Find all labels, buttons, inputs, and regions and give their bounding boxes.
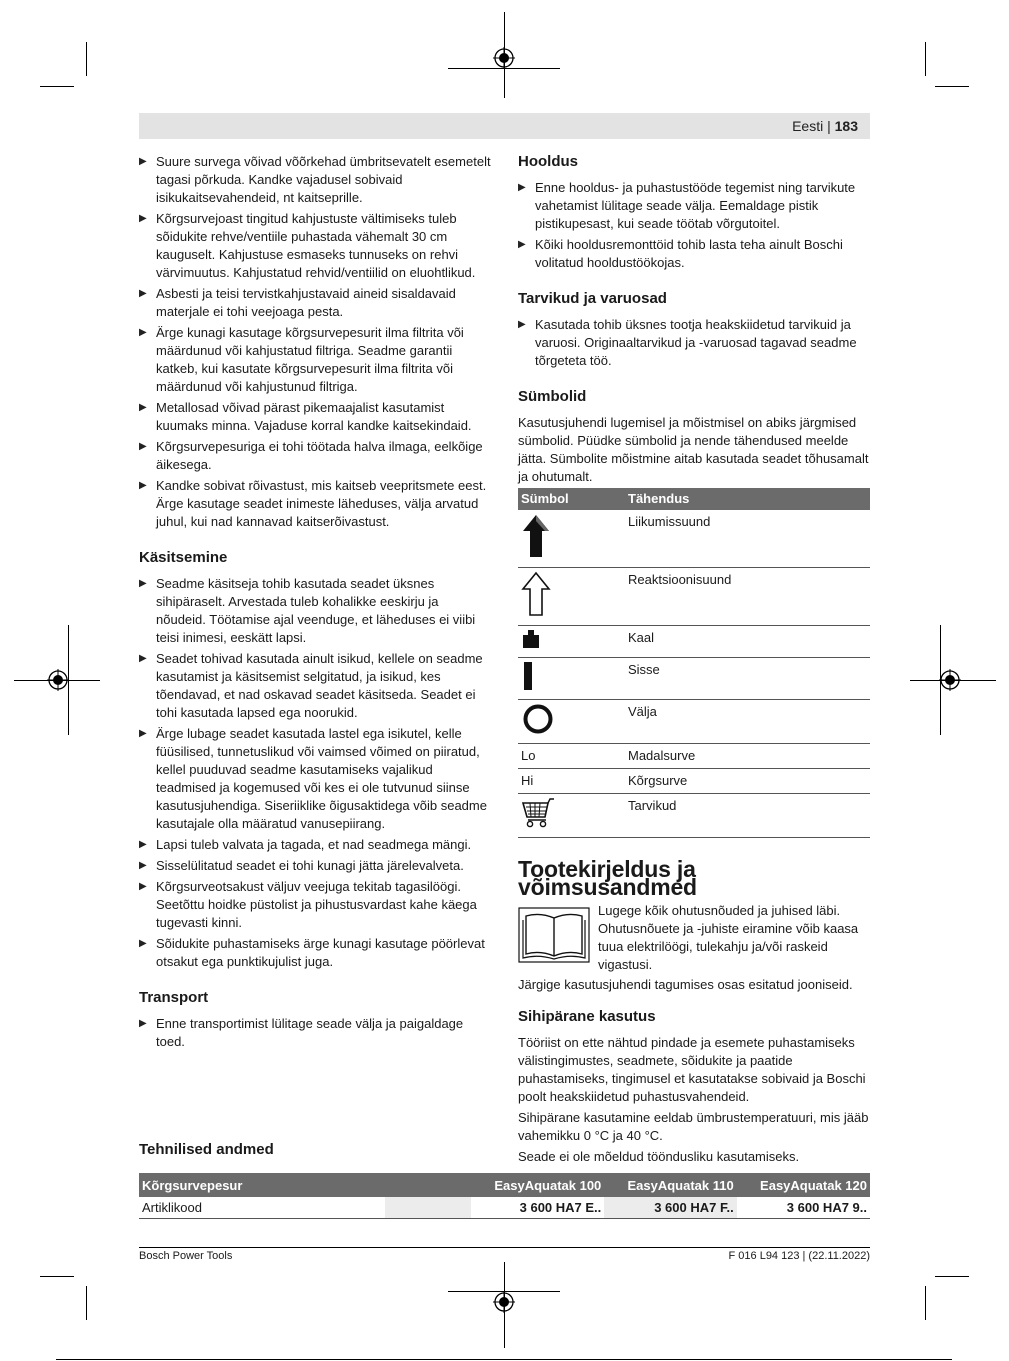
symbol-meaning: Kaal (625, 626, 870, 658)
tech-cell: 3 600 HA7 9.. (737, 1197, 870, 1219)
safety-list (139, 153, 491, 531)
crop-mark (40, 1276, 74, 1277)
list-item: ▶ Seadet tohivad kasutada ainult isikud, kellele on seadme kasutamist ja käsitsemist selgitatud, ja isikud, kes tõendavad, et nad oskavad seadet käsitseda. Seadet ei tohi kasutada lapsed ega noorukid. (139, 650, 491, 722)
page-number: 183 (834, 118, 858, 134)
tech-header-label: Kõrgsurvepesur (139, 1173, 385, 1197)
table-row (518, 794, 870, 838)
symbol-meaning: Kõrgsurve (625, 769, 870, 794)
table-row (518, 510, 870, 568)
tech-header-spacer (385, 1173, 471, 1197)
footer-doc-code: F 016 L94 123 | (22.11.2022) (728, 1250, 870, 1262)
header-language: Eesti (792, 118, 824, 134)
crop-mark (86, 1286, 87, 1320)
header-label: Eesti | 183 (792, 118, 858, 134)
table-row (518, 658, 870, 700)
crop-mark (935, 1276, 969, 1277)
footer-brand: Bosch Power Tools (139, 1250, 233, 1262)
transport-heading: Transport (139, 989, 209, 1006)
intended-use-paragraph: Seade ei ole mõeldud tööndusliku kasutamiseks. (518, 1149, 800, 1164)
list-item: ▶ Sõidukite puhastamiseks ärge kunagi kasutage pöörlevat otsakut ega punktikujulist juga. (139, 935, 491, 971)
handling-heading: Käsitsemine (139, 549, 228, 566)
intended-use-paragraph: Sihipärane kasutamine eeldab ümbrustemperatuuri, mis jääb vahemikku 0 °C ja 40 °C. (518, 1110, 869, 1143)
list-item: ▶ Kõrgsurvejoast tingitud kahjustuste vältimiseks tuleb sõidukite rehve/ventiile puhastada vähemalt 30 cm kauguselt. Kahjustuse esmaseks tunnuseks on rehvi värvimuutus. Kahjustatud rehvid/ventiilid on eluohtlikud. (139, 210, 491, 282)
symbols-intro: Kasutusjuhendi lugemisel ja mõistmisel on abiks järgmised sümbolid. Püüdke sümbolid ja nende tähendused meelde jätta. Sümbolite mõistmine aitab kasutada seadet tõhusamalt ja ohutumalt. (518, 415, 869, 484)
read-manual-icon (518, 906, 590, 964)
accessories-heading: Tarvikud ja varuosad (518, 290, 667, 307)
crop-mark (56, 1359, 952, 1360)
transport-list (139, 1015, 491, 1051)
list-item: ▶ Asbesti ja teisi tervistkahjustavaid aineid sisaldavaid materjale ei tohi veejoaga pesta. (139, 285, 491, 321)
crop-mark (40, 86, 74, 87)
page-header (139, 113, 870, 139)
table-row (139, 1197, 870, 1219)
table-row (518, 700, 870, 744)
tech-table (139, 1173, 870, 1219)
symbol-meaning: Liikumissuund (625, 510, 870, 568)
list-item: ▶ Kõrgsurvepesuriga ei tohi töötada halva ilmaga, eelkõige äikesega. (139, 438, 491, 474)
symbol-meaning: Reaktsioonisuund (625, 568, 870, 626)
product-heading: Tootekirjeldus ja võimsusandmed (518, 856, 697, 900)
warning-block (518, 902, 870, 974)
list-item: ▶ Metallosad võivad pärast pikemaajalist kasutamist kuumaks minna. Vajaduse korral kandke kaitsekindaid. (139, 399, 491, 435)
table-row (518, 769, 870, 794)
list-item: ▶ Kõiki hooldusremonttöid tohib lasta teha ainult Boschi volitatud hooldustöökojas. (518, 236, 870, 272)
symbols-heading: Sümbolid (518, 388, 587, 405)
list-item: ▶ Kõrgsurveotsakust väljuv veejuga tekitab tagasilöögi. Seetõttu hoidke püstolist ja pihustusvardast kahe käega tugevasti kinni. (139, 878, 491, 932)
crop-mark (925, 42, 926, 76)
on-bar-icon (521, 661, 535, 691)
list-item: ▶ Enne transportimist lülitage seade välja ja paigaldage toed. (139, 1015, 491, 1051)
tech-cell: 3 600 HA7 E.. (471, 1197, 604, 1219)
tech-header-model: EasyAquatak 100 (471, 1173, 604, 1197)
warning-text: Lugege kõik ohutusnõuded ja juhised läbi. Ohutusnõuete ja -juhiste eiramine võib kaasa tuua elektrilöögi, tulekahju ja/või raskeid vigastusi. (598, 903, 859, 972)
footer-divider (139, 1247, 870, 1248)
right-column (518, 153, 870, 1166)
list-item: ▶ Ärge lubage seadet kasutada lastel ega isikutel, kelle füüsilised, tunnetuslikud või vaimsed võimed on piiratud, kellel puuduvad seadme kasutamiseks vajalikud teadmised ja kogemused või kes ei ole tutvunud siinse kasutusjuhendiga. Siseriiklike õigusaktidega võib seadme kasutajale olla määratud vanusepiirang. (139, 725, 491, 833)
tech-row-spacer (385, 1197, 471, 1219)
intended-use-paragraph: Tööriist on ette nähtud pindade ja esemete puhastamiseks välistingimustes, seadmete, sõidukite ja paatide puhastamiseks, tingimusel et kasutatakse sobivaid ja Boschi poolt heakskiidetud puhastusvahendeid. (518, 1035, 866, 1104)
symbol-meaning: Välja (625, 700, 870, 744)
tech-cell: 3 600 HA7 F.. (604, 1197, 736, 1219)
outline-arrow-icon (521, 571, 551, 617)
maintenance-list (518, 179, 870, 272)
symbol-meaning: Sisse (625, 658, 870, 700)
maintenance-heading: Hooldus (518, 153, 578, 170)
symbol-column-header: Sümbol (518, 488, 625, 510)
handling-list (139, 575, 491, 971)
crop-mark (935, 86, 969, 87)
table-header-row (139, 1173, 870, 1197)
tech-header-model: EasyAquatak 110 (604, 1173, 736, 1197)
table-row (518, 568, 870, 626)
tech-header-model: EasyAquatak 120 (737, 1173, 870, 1197)
list-item: ▶ Sisselülitatud seadet ei tohi kunagi jätta järelevalveta. (139, 857, 491, 875)
symbol-text: Hi (518, 769, 625, 794)
table-row (518, 744, 870, 769)
tech-heading: Tehnilised andmed (139, 1141, 274, 1158)
registration-mark-icon (493, 1291, 515, 1313)
registration-mark-icon (47, 669, 69, 691)
left-column (139, 153, 491, 1054)
table-header-row (518, 488, 870, 510)
filled-arrow-icon (521, 513, 551, 559)
table-row (518, 626, 870, 658)
list-item: ▶ Seadme käsitseja tohib kasutada seadet üksnes sihipäraselt. Arvestada tuleb kohalikke eeskirju ja nõudeid. Töötamise ajal veenduge, et läheduses ei viibi teisi inimesi, eeskätt lapsi. (139, 575, 491, 647)
shopping-cart-icon (521, 797, 557, 829)
intended-use-heading: Sihipärane kasutus (518, 1008, 656, 1025)
list-item: ▶ Enne hooldus- ja puhastustööde tegemist ning tarvikute vahetamist lülitage seade välja. Eemaldage pistik pistikupesast, kui seade töötab võrgutoitel. (518, 179, 870, 233)
symbol-meaning: Tarvikud (625, 794, 870, 838)
figure-note: Järgige kasutusjuhendi tagumises osas esitatud jooniseid. (518, 977, 853, 992)
accessories-list (518, 316, 870, 370)
crop-mark (925, 1286, 926, 1320)
meaning-column-header: Tähendus (625, 488, 870, 510)
list-item: ▶ Lapsi tuleb valvata ja tagada, et nad seadmega mängi. (139, 836, 491, 854)
tech-row-label: Artiklikood (139, 1197, 385, 1219)
list-item: ▶ Kasutada tohib üksnes tootja heakskiidetud tarvikuid ja varuosi. Originaaltarvikud ja -varuosad tagavad seadme tõrgeteta töö. (518, 316, 870, 370)
weight-icon (521, 629, 541, 649)
crop-mark (86, 42, 87, 76)
registration-mark-icon (939, 669, 961, 691)
list-item: ▶ Kandke sobivat rõivastust, mis kaitseb veepritsmete eest. Ärge kasutage seadet inimeste läheduses, välja arvatud juhul, kui nad kannavad kaitserõivastust. (139, 477, 491, 531)
list-item: ▶ Suure survega võivad võõrkehad ümbritsevatelt esemetelt tagasi põrkuda. Kandke vajadusel sobivaid isikukaitsevahendeid, nt kaitseprille. (139, 153, 491, 207)
list-item: ▶ Ärge kunagi kasutage kõrgsurvepesurit ilma filtrita või määrdunud või kahjustatud filtriga. Seadme garantii katkeb, kui kasutate kõrgsurvepesurit ilma filtrita või määrdunud või kahjustunud filtriga. (139, 324, 491, 396)
symbols-table (518, 488, 870, 838)
symbol-text: Lo (518, 744, 625, 769)
off-circle-icon (521, 703, 555, 735)
registration-mark-icon (493, 47, 515, 69)
symbol-meaning: Madalsurve (625, 744, 870, 769)
